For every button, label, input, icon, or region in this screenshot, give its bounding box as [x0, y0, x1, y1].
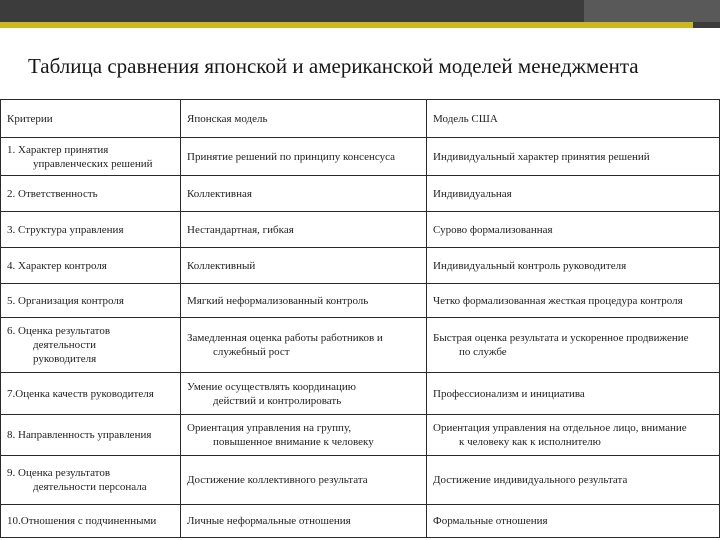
- japanese-model-cell: Нестандартная, гибкая: [181, 212, 427, 248]
- usa-model-cell: Достижение индивидуального результата: [427, 456, 720, 505]
- japanese-model-cell: Замедленная оценка работы работников и служебный рост: [181, 318, 427, 373]
- top-band: [0, 0, 584, 22]
- table-row: [1, 212, 720, 248]
- slide-title: Таблица сравнения японской и американской моделей менеджмента: [28, 54, 639, 78]
- table-row: [1, 284, 720, 318]
- usa-model-cell: Индивидуальный контроль руководителя: [427, 248, 720, 284]
- table-row: [1, 415, 720, 456]
- japanese-model-cell: Достижение коллективного результата: [181, 456, 427, 505]
- criterion-cell: 10.Отношения с подчиненными: [1, 505, 181, 538]
- comparison-table: [0, 99, 720, 538]
- table-row: [1, 505, 720, 538]
- table-row: [1, 248, 720, 284]
- japanese-model-cell: Мягкий неформализованный контроль: [181, 284, 427, 318]
- criterion-cell: 7.Оценка качеств руководителя: [1, 373, 181, 415]
- table-row: [1, 373, 720, 415]
- usa-model-cell: Формальные отношения: [427, 505, 720, 538]
- header-japanese-model: Японская модель: [181, 100, 427, 138]
- top-band-right: [584, 0, 720, 22]
- criterion-cell: 9. Оценка результатов деятельности персонала: [1, 456, 181, 505]
- japanese-model-cell: Умение осуществлять координацию действий и контролировать: [181, 373, 427, 415]
- header-criteria: Критерии: [1, 100, 181, 138]
- header-usa-model: Модель США: [427, 100, 720, 138]
- usa-model-cell: Индивидуальная: [427, 176, 720, 212]
- table-row: [1, 176, 720, 212]
- table-row: [1, 456, 720, 505]
- japanese-model-cell: Личные неформальные отношения: [181, 505, 427, 538]
- usa-model-cell: Ориентация управления на отдельное лицо, внимание к человеку как к исполнителю: [427, 415, 720, 456]
- usa-model-cell: Профессионализм и инициатива: [427, 373, 720, 415]
- criterion-cell: 4. Характер контроля: [1, 248, 181, 284]
- usa-model-cell: Индивидуальный характер принятия решений: [427, 138, 720, 176]
- table-header-row: [1, 100, 720, 138]
- criterion-cell: 6. Оценка результатов деятельности руководителя: [1, 318, 181, 373]
- accent-stripe-end: [693, 22, 720, 28]
- criterion-cell: 3. Структура управления: [1, 212, 181, 248]
- criterion-cell: 5. Организация контроля: [1, 284, 181, 318]
- accent-stripe: [0, 22, 693, 28]
- criterion-cell: 8. Направленность управления: [1, 415, 181, 456]
- table-row: [1, 138, 720, 176]
- table-row: [1, 318, 720, 373]
- japanese-model-cell: Коллективный: [181, 248, 427, 284]
- usa-model-cell: Сурово формализованная: [427, 212, 720, 248]
- japanese-model-cell: Принятие решений по принципу консенсуса: [181, 138, 427, 176]
- japanese-model-cell: Коллективная: [181, 176, 427, 212]
- usa-model-cell: Быстрая оценка результата и ускоренное продвижение по службе: [427, 318, 720, 373]
- usa-model-cell: Четко формализованная жесткая процедура контроля: [427, 284, 720, 318]
- criterion-cell: 1. Характер принятия управленческих решений: [1, 138, 181, 176]
- japanese-model-cell: Ориентация управления на группу, повышенное внимание к человеку: [181, 415, 427, 456]
- criterion-cell: 2. Ответственность: [1, 176, 181, 212]
